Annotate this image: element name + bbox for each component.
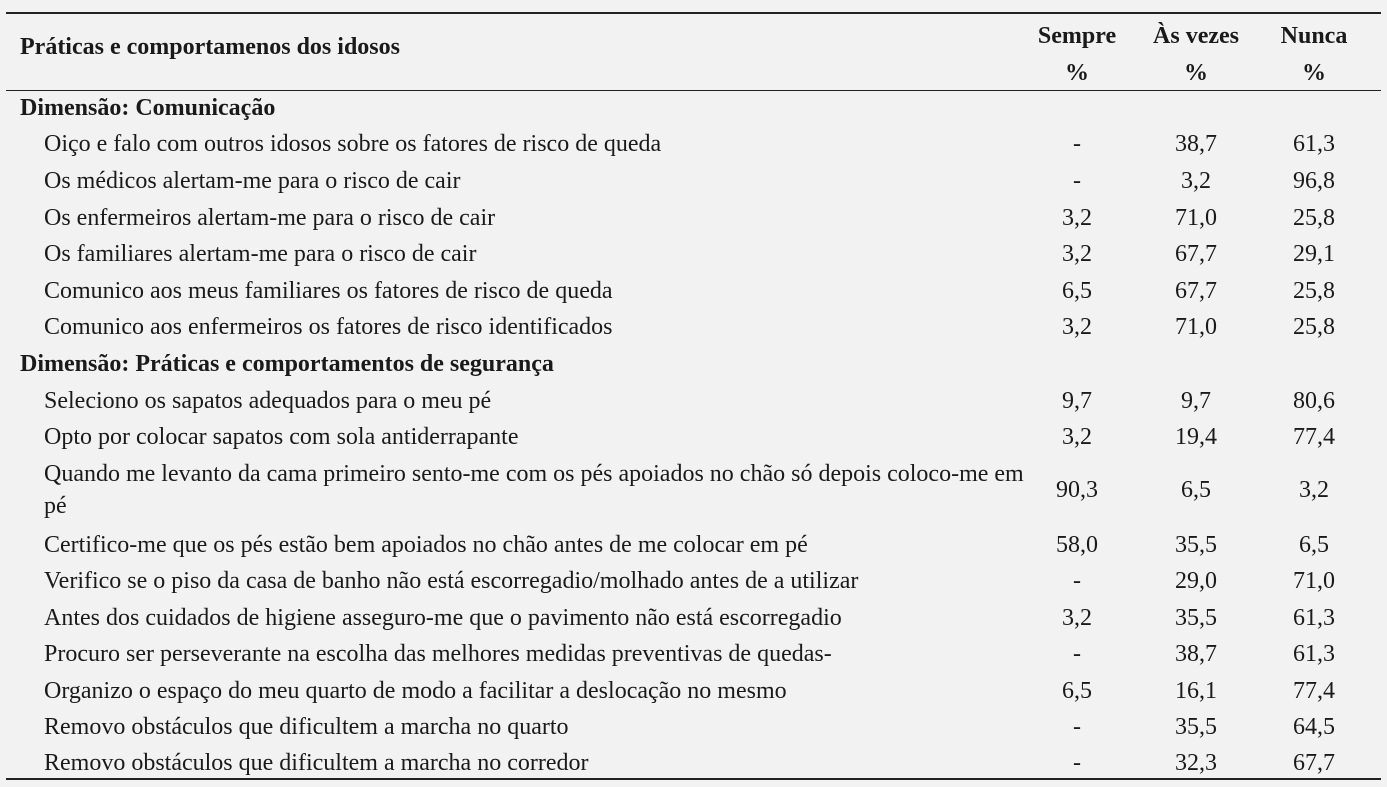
row-label: Quando me levanto da cama primeiro sento-me com os pés apoiados no chão só depois coloco-me em pé (44, 461, 1024, 519)
cell-sempre: 3,2 (1062, 605, 1092, 631)
row-label: Verifico se o piso da casa de banho não está escorregadio/molhado antes de a utilizar (44, 568, 859, 594)
row-label: Certifico-me que os pés estão bem apoiados no chão antes de me colocar em pé (44, 532, 808, 558)
col-header-as-vezes (1141, 18, 1251, 92)
row-label: Organizo o espaço do meu quarto de modo a facilitar a deslocação no mesmo (44, 678, 787, 704)
table-header-title: Práticas e comportamenos dos idosos (20, 34, 400, 60)
row-label: Opto por colocar sapatos com sola antiderrapante (44, 424, 519, 450)
row-label: Comunico aos enfermeiros os fatores de risco identificados (44, 314, 613, 340)
top-rule (6, 12, 1381, 14)
col-header-nunca (1259, 18, 1369, 92)
cell-as-vezes: 38,7 (1175, 131, 1217, 157)
row-label: Os enfermeiros alertam-me para o risco de cair (44, 205, 496, 231)
cell-nunca: 61,3 (1293, 605, 1335, 631)
cell-sempre: 3,2 (1062, 424, 1092, 450)
row-label: Antes dos cuidados de higiene asseguro-me que o pavimento não está escorregadio (44, 605, 842, 631)
col-header-sempre (1022, 18, 1132, 92)
row-label: Removo obstáculos que dificultem a marcha no quarto (44, 714, 569, 740)
cell-as-vezes: 6,5 (1181, 477, 1211, 503)
cell-as-vezes: 67,7 (1175, 278, 1217, 304)
cell-nunca: 96,8 (1293, 168, 1335, 194)
row-label: Removo obstáculos que dificultem a marcha no corredor (44, 750, 589, 776)
table-row (0, 458, 1387, 524)
cell-nunca: 77,4 (1293, 424, 1335, 450)
row-label: Comunico aos meus familiares os fatores de risco de queda (44, 278, 613, 304)
cell-sempre: 3,2 (1062, 205, 1092, 231)
section-title: Dimensão: Comunicação (20, 95, 276, 121)
cell-sempre: - (1073, 168, 1081, 194)
cell-as-vezes: 29,0 (1175, 568, 1217, 594)
cell-sempre: 3,2 (1062, 314, 1092, 340)
cell-sempre: 6,5 (1062, 678, 1092, 704)
cell-nunca: 61,3 (1293, 131, 1335, 157)
cell-sempre: - (1073, 714, 1081, 740)
cell-sempre: 9,7 (1062, 388, 1092, 414)
cell-as-vezes: 67,7 (1175, 241, 1217, 267)
cell-sempre: 3,2 (1062, 241, 1092, 267)
cell-nunca: 29,1 (1293, 241, 1335, 267)
cell-as-vezes: 71,0 (1175, 314, 1217, 340)
cell-nunca: 67,7 (1293, 750, 1335, 776)
cell-nunca: 77,4 (1293, 678, 1335, 704)
section-title: Dimensão: Práticas e comportamentos de segurança (20, 351, 554, 377)
row-label: Os médicos alertam-me para o risco de cair (44, 168, 461, 194)
cell-as-vezes: 19,4 (1175, 424, 1217, 450)
row-label: Seleciono os sapatos adequados para o meu pé (44, 388, 492, 414)
cell-sempre: 90,3 (1056, 477, 1098, 503)
cell-sempre: 58,0 (1056, 532, 1098, 558)
col-header-name: Sempre (1037, 23, 1117, 49)
row-label: Procuro ser perseverante na escolha das melhores medidas preventivas de quedas- (44, 641, 832, 667)
col-header-name: Nunca (1280, 23, 1348, 49)
cell-nunca: 3,2 (1299, 477, 1329, 503)
row-label: Oiço e falo com outros idosos sobre os fatores de risco de queda (44, 131, 662, 157)
col-header-unit: % (1302, 60, 1326, 86)
cell-as-vezes: 71,0 (1175, 205, 1217, 231)
cell-as-vezes: 35,5 (1175, 605, 1217, 631)
cell-as-vezes: 35,5 (1175, 714, 1217, 740)
col-header-name: Às vezes (1153, 23, 1239, 49)
cell-nunca: 80,6 (1293, 388, 1335, 414)
cell-as-vezes: 38,7 (1175, 641, 1217, 667)
col-header-unit: % (1065, 60, 1089, 86)
cell-nunca: 25,8 (1293, 205, 1335, 231)
cell-as-vezes: 16,1 (1175, 678, 1217, 704)
cell-nunca: 6,5 (1299, 532, 1329, 558)
cell-sempre: - (1073, 131, 1081, 157)
cell-as-vezes: 35,5 (1175, 532, 1217, 558)
cell-nunca: 25,8 (1293, 314, 1335, 340)
cell-nunca: 25,8 (1293, 278, 1335, 304)
cell-sempre: - (1073, 750, 1081, 776)
cell-as-vezes: 3,2 (1181, 168, 1211, 194)
cell-nunca: 64,5 (1293, 714, 1335, 740)
cell-sempre: - (1073, 568, 1081, 594)
cell-as-vezes: 32,3 (1175, 750, 1217, 776)
cell-sempre: 6,5 (1062, 278, 1092, 304)
row-label: Os familiares alertam-me para o risco de cair (44, 241, 477, 267)
col-header-unit: % (1184, 60, 1208, 86)
cell-nunca: 61,3 (1293, 641, 1335, 667)
cell-nunca: 71,0 (1293, 568, 1335, 594)
cell-as-vezes: 9,7 (1181, 388, 1211, 414)
cell-sempre: - (1073, 641, 1081, 667)
